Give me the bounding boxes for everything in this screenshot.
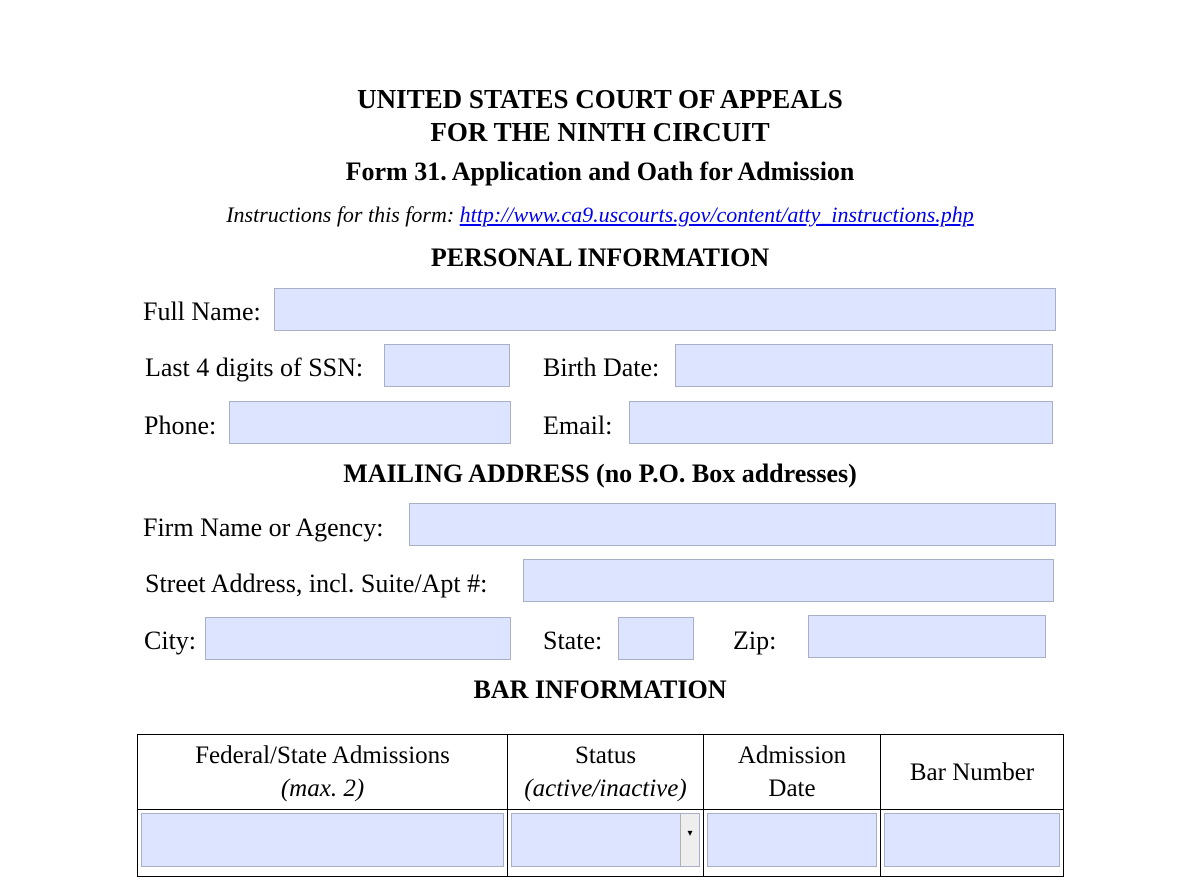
city-field[interactable] xyxy=(205,617,511,660)
col-header-status: Status (active/inactive) xyxy=(508,735,704,810)
court-title-line2: FOR THE NINTH CIRCUIT xyxy=(430,117,770,147)
court-title-line1: UNITED STATES COURT OF APPEALS xyxy=(357,84,843,114)
court-title xyxy=(0,83,1200,149)
col-header-admissions: Federal/State Admissions (max. 2) xyxy=(138,735,508,810)
instructions-line xyxy=(0,202,1200,228)
city-label: City: xyxy=(144,626,197,655)
bar-number-field[interactable] xyxy=(884,813,1060,867)
full-name-label: Full Name: xyxy=(143,297,261,326)
email-label: Email: xyxy=(543,411,613,440)
personal-info-heading: PERSONAL INFORMATION xyxy=(430,243,770,272)
street-address-label: Street Address, incl. Suite/Apt #: xyxy=(145,569,488,598)
mailing-address-heading: MAILING ADDRESS (no P.O. Box addresses) xyxy=(343,459,857,488)
col-header-admission-date: Admission Date xyxy=(704,735,881,810)
full-name-field[interactable] xyxy=(274,288,1056,331)
state-field[interactable] xyxy=(618,617,694,660)
admission-date-field[interactable] xyxy=(707,813,877,867)
phone-field[interactable] xyxy=(229,401,511,444)
ssn-field[interactable] xyxy=(384,344,510,387)
col-header-bar-number: Bar Number xyxy=(881,735,1064,810)
birth-date-field[interactable] xyxy=(675,344,1053,387)
chevron-down-icon[interactable]: ▾ xyxy=(680,814,699,866)
firm-name-label: Firm Name or Agency: xyxy=(143,513,384,542)
instructions-link[interactable]: http://www.ca9.uscourts.gov/content/atty_instructions.php xyxy=(459,202,974,227)
state-label: State: xyxy=(543,626,603,655)
street-address-field[interactable] xyxy=(523,559,1054,602)
ssn-label: Last 4 digits of SSN: xyxy=(145,353,364,382)
status-select[interactable] xyxy=(511,813,700,867)
bar-info-heading: BAR INFORMATION xyxy=(473,675,727,704)
admission-court-field[interactable] xyxy=(141,813,504,867)
table-row xyxy=(138,810,1064,877)
email-field[interactable] xyxy=(629,401,1053,444)
form-title: Form 31. Application and Oath for Admission xyxy=(345,157,855,186)
phone-label: Phone: xyxy=(144,411,217,440)
zip-label: Zip: xyxy=(733,626,777,655)
zip-field[interactable] xyxy=(808,615,1046,658)
table-header-row xyxy=(138,735,1064,810)
instructions-label: Instructions for this form: xyxy=(226,202,455,227)
firm-name-field[interactable] xyxy=(409,503,1056,546)
birth-date-label: Birth Date: xyxy=(543,353,660,382)
